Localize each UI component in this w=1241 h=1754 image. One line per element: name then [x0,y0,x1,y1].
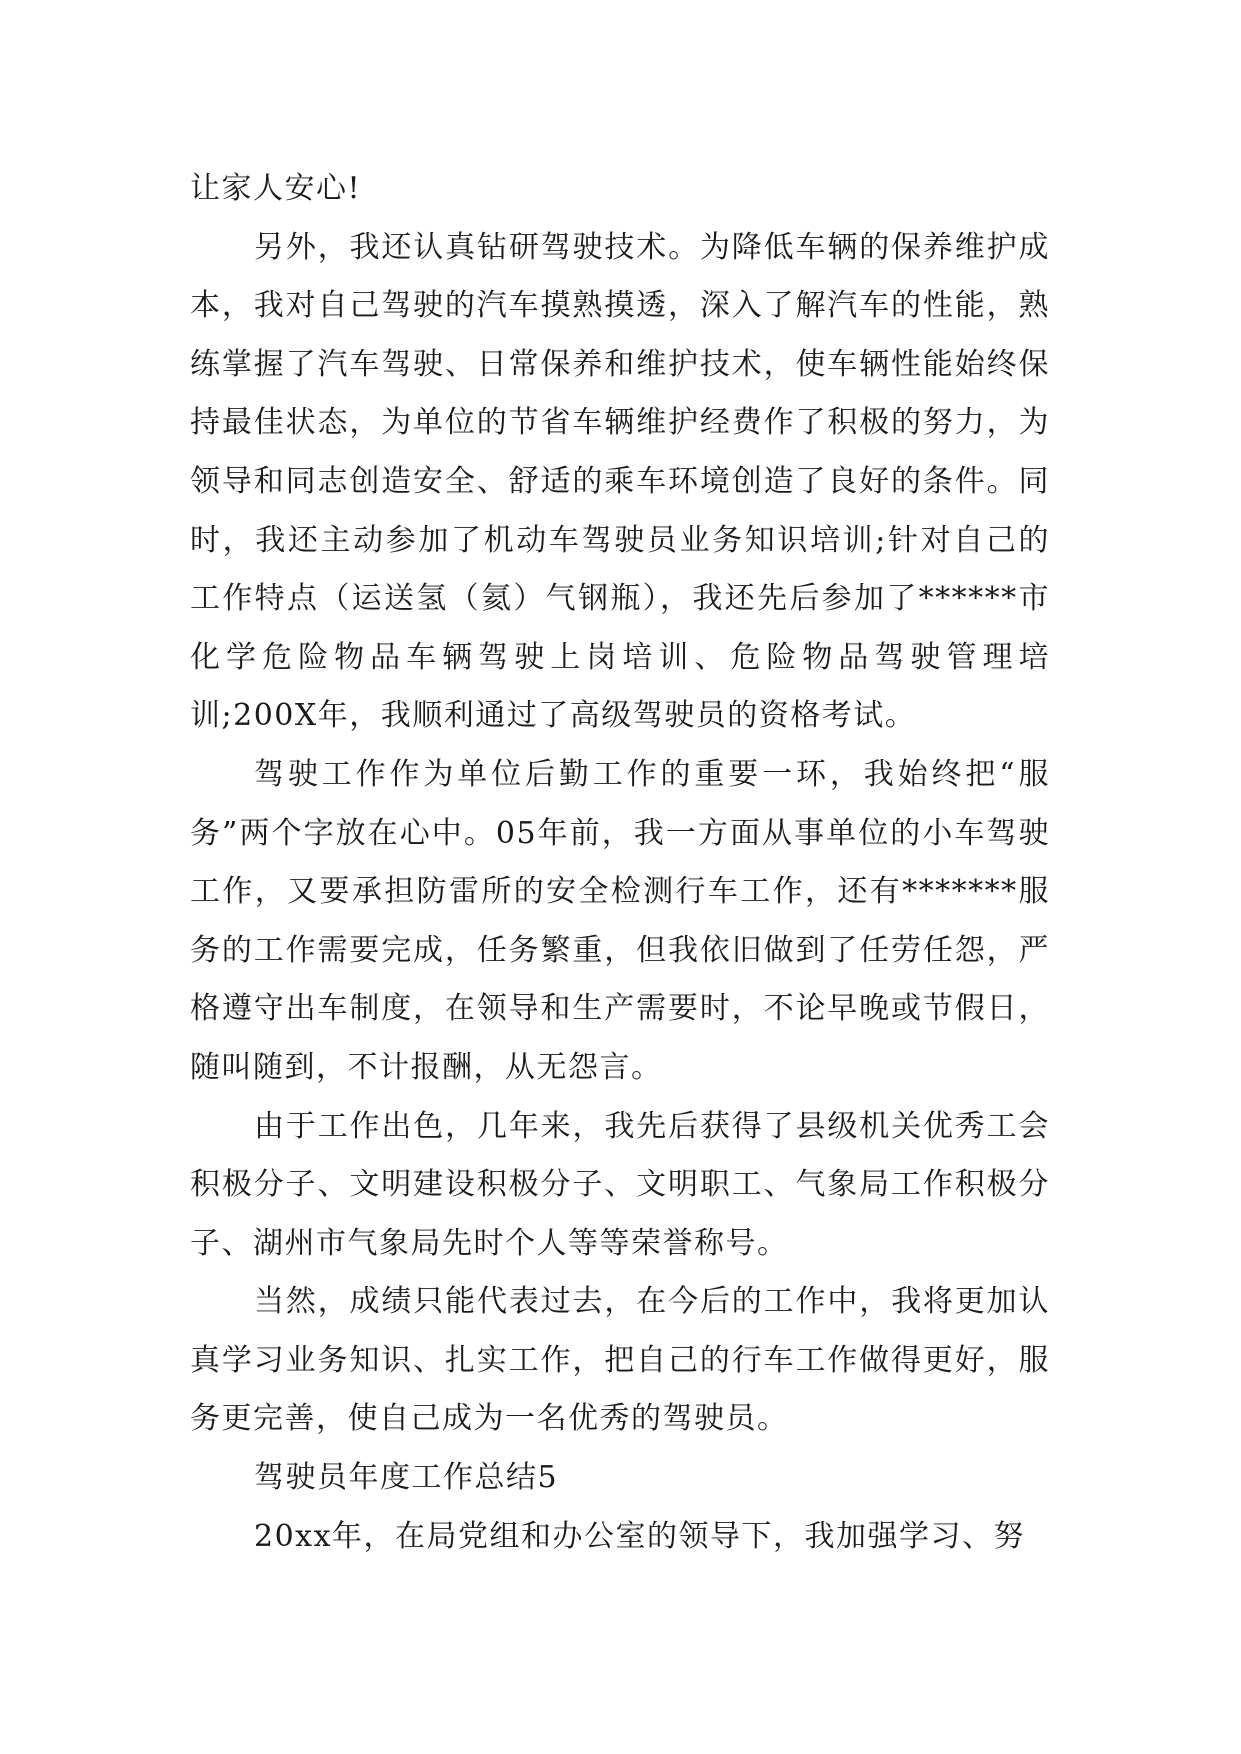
document-body [190,160,1050,1566]
paragraph-driving-skills: 另外，我还认真钻研驾驶技术。为降低车辆的保养维护成本，我对自己驾驶的汽车摸熟摸透，深入了解汽车的性能，熟练掌握了汽车驾驶、日常保养和维护技术，使车辆性能始终保持最佳状态，为单位的节省车辆维护经费作了积极的努力，为领导和同志创造安全、舒适的乘车环境创造了良好的条件。同时，我还主动参加了机动车驾驶员业务知识培训;针对自己的工作特点（运送氢（氦）气钢瓶），我还先后参加了******市化学危险物品车辆驾驶上岗培训、危险物品驾驶管理培训;200X年，我顺利通过了高级驾驶员的资格考试。 [190,229,1050,734]
paragraph-honors: 由于工作出色，几年来，我先后获得了县级机关优秀工会积极分子、文明建设积极分子、文明职工、气象局工作积极分子、湖州市气象局先时个人等等荣誉称号。 [190,1108,1050,1261]
paragraph-future: 当然，成绩只能代表过去，在今后的工作中，我将更加认真学习业务知识、扎实工作，把自己的行车工作做得更好，服务更完善，使自己成为一名优秀的驾驶员。 [190,1284,1050,1437]
paragraph-section-start: 20xx年，在局党组和办公室的领导下，我加强学习、努 [254,1518,1026,1554]
section-heading: 驾驶员年度工作总结5 [254,1460,559,1496]
paragraph-service: 驾驶工作作为单位后勤工作的重要一环，我始终把“服务”两个字放在心中。05年前，我一方面从事单位的小车驾驶工作，又要承担防雷所的安全检测行车工作，还有*******服务的工作需要完成，任务繁重，但我依旧做到了任劳任怨，严格遵守出车制度，在领导和生产需要时，不论早晚或节假日，随叫随到，不计报酬，从无怨言。 [190,756,1050,1085]
paragraph-closing-line: 让家人安心! [190,171,362,206]
